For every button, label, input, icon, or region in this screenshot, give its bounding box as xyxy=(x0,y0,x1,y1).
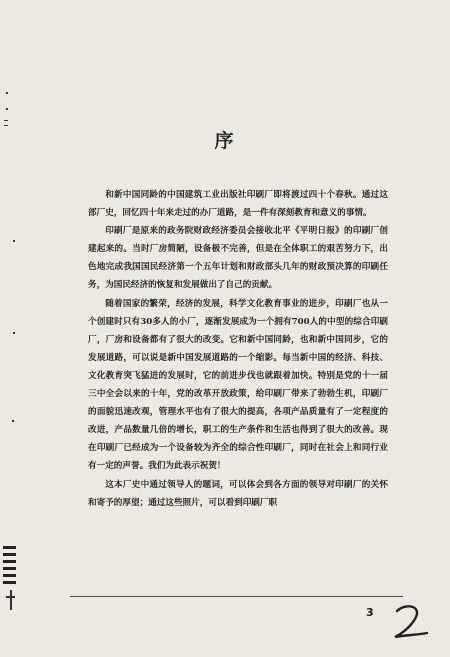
scan-mark xyxy=(6,108,8,110)
page-title: 序 xyxy=(214,130,236,152)
paragraph: 这本厂史中通过领导人的题词，可以体会到各方面的领导对印刷厂的关怀和寄予的厚望；通过这些照片，可以看到印刷厂职 xyxy=(88,479,388,508)
scan-mark xyxy=(12,420,14,422)
footer-rule xyxy=(70,596,403,597)
binding-edge-marks xyxy=(3,546,18,614)
handwritten-mark xyxy=(389,601,431,643)
page-number: 3 xyxy=(366,606,374,619)
paragraph: 随着国家的繁荣，经济的发展，科学文化教育事业的进步，印刷厂也从一个创建时只有30多人的小厂，逐渐发展成为一个拥有700人的中型的综合印刷厂，厂房和设备都有了很大的改变。它和新中国同龄，也和新中国同步，它的发展道路，可以说是新中国发展道路的一个缩影。每当新中国的经济、科技、文化教育突飞猛进的发展时，它的前进步伐也就跟着加快。特别是党的十一届三中全会以来的十年，党的改革开放政策，给印刷厂带来了勃勃生机，印刷厂的面貌迅速改观，管理水平也有了很大的提高，各项产品质量有了一定程度的改进，产品数量几倍的增长，职工的生产条件和生活也得到了很大的改善。现在印刷厂已经成为一个设备较为齐全的综合性印刷厂，同时在社会上和同行业有一定的声誉。我们为此表示祝贺！ xyxy=(88,298,388,472)
scan-mark xyxy=(13,332,15,334)
paragraph: 印刷厂是原来的政务院财政经济委员会接收北平《平明日报》的印刷厂创建起来的。当时厂房简陋，设备极不完善，但是在全体职工的艰苦努力下，出色地完成我国国民经济第一个五年计划和财政部头几年的财政预决算的印刷任务，为国民经济的恢复和发展做出了自己的贡献。 xyxy=(88,226,388,291)
scan-mark xyxy=(6,92,8,94)
body-text xyxy=(88,186,388,512)
scan-mark xyxy=(4,120,8,121)
scan-mark xyxy=(13,240,15,242)
paragraph: 和新中国同龄的中国建筑工业出版社印刷厂即将渡过四十个春秋。通过这部厂史，回忆四十年来走过的办厂道路，是一件有深刻教育和意义的事情。 xyxy=(88,190,388,219)
